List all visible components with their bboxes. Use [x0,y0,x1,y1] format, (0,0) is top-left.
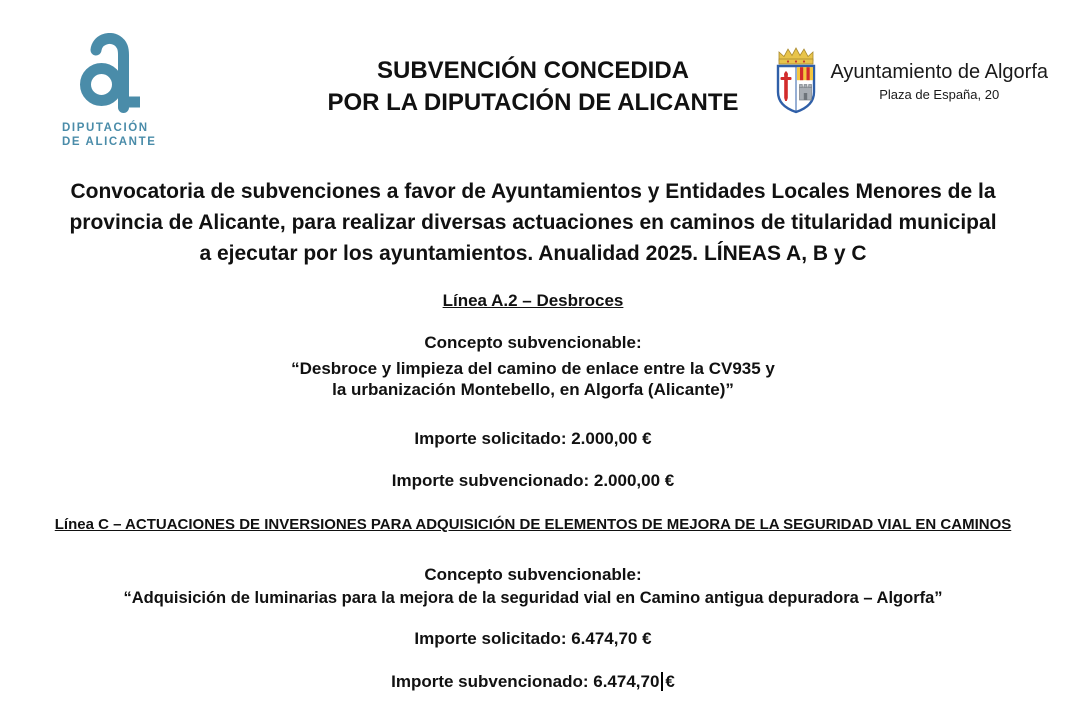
convocatoria-line2: provincia de Alicante, para realizar diversas actuaciones en caminos de titularidad municipal [69,211,997,234]
convocatoria-line1: Convocatoria de subvenciones a favor de Ayuntamientos y Entidades Locales Menores de la [70,180,996,203]
linea-a-importe-subvencionado: Importe subvencionado: 2.000,00 € [391,471,675,490]
algorfa-coat-of-arms-icon [771,46,821,118]
linea-c-heading: Línea C – ACTUACIONES DE INVERSIONES PARA ADQUISICIÓN DE ELEMENTOS DE MEJORA DE LA SEGURIDAD VIAL EN CAMINOS [54,516,1012,533]
linea-c-importe-subvencionado-prefix: Importe subvencionado: 6.474,70 [391,672,660,691]
linea-a-concept-label: Concepto subvencionable: [424,333,642,352]
convocatoria-paragraph [0,176,1066,269]
linea-c-concept-label: Concepto subvencionable: [424,565,642,584]
linea-c-importe-subvencionado [0,672,1066,692]
municipality-name: Ayuntamiento de Algorfa [830,61,1048,83]
page-title-line1: SUBVENCIÓN CONCEDIDA [376,57,690,84]
convocatoria-line3: a ejecutar por los ayuntamientos. Anualidad 2025. LÍNEAS A, B y C [199,242,867,265]
logo-caption-line2: DE ALICANTE [62,136,157,148]
linea-c-importe-subvencionado-suffix: € [665,672,675,691]
municipality-address: Plaza de España, 20 [879,87,1000,102]
linea-c-importe-solicitado: Importe solicitado: 6.474,70 € [414,629,652,648]
document-header [0,0,1066,160]
linea-a-heading: Línea A.2 – Desbroces [442,291,624,310]
logo-caption-line1: DIPUTACIÓN [62,122,149,134]
linea-a-importe-solicitado: Importe solicitado: 2.000,00 € [414,429,652,448]
text-cursor [661,672,663,691]
linea-a-concept-line1: “Desbroce y limpieza del camino de enlace entre la CV935 y [291,359,775,378]
linea-a-concept-line2: la urbanización Montebello, en Algorfa (Alicante)” [332,380,734,399]
linea-c-concept-text: “Adquisición de luminarias para la mejora de la seguridad vial en Camino antigua depuradora – Algorfa” [123,589,943,607]
linea-a-concept-text [0,358,1066,400]
page-title-line2: POR LA DIPUTACIÓN DE ALICANTE [327,89,739,116]
municipality-block [771,46,1048,118]
